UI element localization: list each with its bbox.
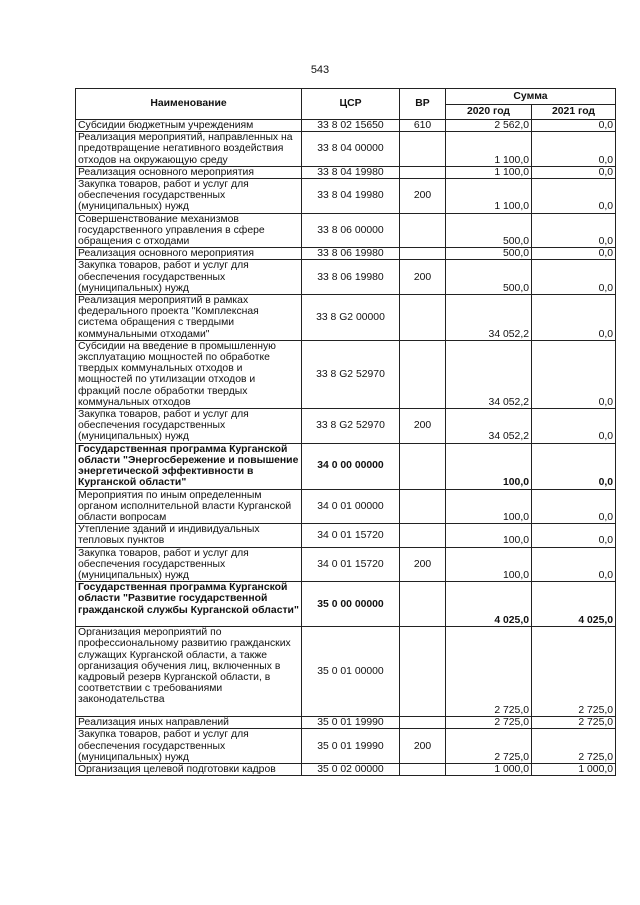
row-amount-2020-cell: 34 052,2 — [446, 409, 532, 444]
table-row — [76, 489, 616, 524]
row-csr-cell: 33 8 06 19980 — [302, 260, 400, 295]
header-vr: ВР — [400, 89, 446, 120]
row-csr-cell: 33 8 02 15650 — [302, 120, 400, 132]
row-amount-2020-cell: 1 100,0 — [446, 166, 532, 178]
row-amount-2020-cell: 34 052,2 — [446, 340, 532, 408]
row-csr-cell: 34 0 01 15720 — [302, 547, 400, 582]
row-amount-2020-cell: 2 725,0 — [446, 627, 532, 717]
row-vr-cell — [400, 213, 446, 248]
row-csr-cell: 35 0 01 19990 — [302, 717, 400, 729]
row-name-cell: Организация мероприятий по профессиональному развитию гражданских служащих Курганской области, а также организация обучения лиц, включенных в кадровый резерв Курганской области, в соответствии с требованиями законодательства — [76, 627, 302, 717]
row-csr-cell: 34 0 00 00000 — [302, 443, 400, 489]
row-name-cell: Закупка товаров, работ и услуг для обеспечения государственных (муниципальных) нужд — [76, 409, 302, 444]
row-amount-2020-cell: 2 562,0 — [446, 120, 532, 132]
row-csr-cell: 33 8 G2 52970 — [302, 409, 400, 444]
header-csr: ЦСР — [302, 89, 400, 120]
table-row — [76, 120, 616, 132]
row-vr-cell — [400, 489, 446, 524]
table-row — [76, 409, 616, 444]
row-amount-2021-cell: 0,0 — [532, 213, 616, 248]
row-name-cell: Совершенствование механизмов государственного управления в сфере обращения с отходами — [76, 213, 302, 248]
row-csr-cell: 33 8 G2 52970 — [302, 340, 400, 408]
row-vr-cell: 200 — [400, 179, 446, 214]
row-amount-2020-cell: 500,0 — [446, 213, 532, 248]
row-amount-2021-cell: 2 725,0 — [532, 627, 616, 717]
row-amount-2020-cell: 100,0 — [446, 443, 532, 489]
row-amount-2020-cell: 100,0 — [446, 547, 532, 582]
row-csr-cell: 35 0 00 00000 — [302, 582, 400, 627]
row-name-cell: Государственная программа Курганской области "Энергосбережение и повышение энергетической эффективности в Курганской области" — [76, 443, 302, 489]
row-amount-2020-cell: 500,0 — [446, 260, 532, 295]
row-name-cell: Закупка товаров, работ и услуг для обеспечения государственных (муниципальных) нужд — [76, 547, 302, 582]
row-amount-2021-cell: 0,0 — [532, 295, 616, 341]
row-name-cell: Реализация основного мероприятия — [76, 248, 302, 260]
table-row — [76, 582, 616, 627]
row-amount-2020-cell: 1 100,0 — [446, 179, 532, 214]
row-amount-2020-cell: 500,0 — [446, 248, 532, 260]
row-name-cell: Реализация основного мероприятия — [76, 166, 302, 178]
row-name-cell: Мероприятия по иным определенным органом исполнительной власти Курганской области вопросам — [76, 489, 302, 524]
row-amount-2021-cell: 0,0 — [532, 132, 616, 167]
row-amount-2020-cell: 100,0 — [446, 489, 532, 524]
row-vr-cell — [400, 295, 446, 341]
row-amount-2020-cell: 1 100,0 — [446, 132, 532, 167]
row-vr-cell — [400, 132, 446, 167]
row-csr-cell: 35 0 02 00000 — [302, 763, 400, 775]
row-csr-cell: 34 0 01 15720 — [302, 524, 400, 547]
budget-table — [75, 88, 616, 776]
row-name-cell: Субсидии бюджетным учреждениям — [76, 120, 302, 132]
row-vr-cell — [400, 443, 446, 489]
table-row — [76, 717, 616, 729]
row-vr-cell: 200 — [400, 547, 446, 582]
table-row — [76, 524, 616, 547]
header-name: Наименование — [76, 89, 302, 120]
row-amount-2021-cell: 0,0 — [532, 166, 616, 178]
row-amount-2021-cell: 1 000,0 — [532, 763, 616, 775]
row-amount-2021-cell: 0,0 — [532, 340, 616, 408]
row-csr-cell: 34 0 01 00000 — [302, 489, 400, 524]
row-vr-cell — [400, 248, 446, 260]
row-name-cell: Закупка товаров, работ и услуг для обеспечения государственных (муниципальных) нужд — [76, 179, 302, 214]
table-row — [76, 763, 616, 775]
row-vr-cell — [400, 717, 446, 729]
row-csr-cell: 33 8 04 00000 — [302, 132, 400, 167]
row-amount-2021-cell: 0,0 — [532, 443, 616, 489]
row-vr-cell — [400, 166, 446, 178]
row-vr-cell — [400, 627, 446, 717]
row-name-cell: Реализация мероприятий, направленных на предотвращение негативного воздействия отходов на окружающую среду — [76, 132, 302, 167]
row-amount-2021-cell: 0,0 — [532, 120, 616, 132]
row-csr-cell: 33 8 06 19980 — [302, 248, 400, 260]
row-amount-2021-cell: 0,0 — [532, 179, 616, 214]
row-name-cell: Реализация мероприятий в рамках федерального проекта "Комплексная система обращения с твердыми коммунальными отходами" — [76, 295, 302, 341]
row-name-cell: Организация целевой подготовки кадров — [76, 763, 302, 775]
row-name-cell: Государственная программа Курганской области "Развитие государственной гражданской службы Курганской области" — [76, 582, 302, 627]
row-amount-2021-cell: 2 725,0 — [532, 717, 616, 729]
table-row — [76, 132, 616, 167]
row-name-cell: Субсидии на введение в промышленную эксплуатацию мощностей по обработке твердых коммунальных отходов и мощностей по утилизации отходов и фракций после обработки твердых коммунальных отходов — [76, 340, 302, 408]
header-year-2020: 2020 год — [446, 104, 532, 120]
row-vr-cell — [400, 763, 446, 775]
table-row — [76, 213, 616, 248]
row-csr-cell: 33 8 04 19980 — [302, 166, 400, 178]
row-csr-cell: 33 8 06 00000 — [302, 213, 400, 248]
row-csr-cell: 35 0 01 19990 — [302, 729, 400, 764]
header-sum: Сумма — [446, 89, 616, 105]
row-vr-cell — [400, 340, 446, 408]
row-amount-2020-cell: 34 052,2 — [446, 295, 532, 341]
row-amount-2021-cell: 2 725,0 — [532, 729, 616, 764]
row-amount-2020-cell: 100,0 — [446, 524, 532, 547]
row-name-cell: Закупка товаров, работ и услуг для обеспечения государственных (муниципальных) нужд — [76, 260, 302, 295]
row-amount-2021-cell: 0,0 — [532, 260, 616, 295]
row-amount-2020-cell: 1 000,0 — [446, 763, 532, 775]
row-name-cell: Утепление зданий и индивидуальных тепловых пунктов — [76, 524, 302, 547]
row-vr-cell: 200 — [400, 409, 446, 444]
row-amount-2021-cell: 0,0 — [532, 547, 616, 582]
row-vr-cell: 200 — [400, 260, 446, 295]
table-row — [76, 248, 616, 260]
header-year-2021: 2021 год — [532, 104, 616, 120]
page-number: 543 — [310, 64, 330, 76]
table-row — [76, 547, 616, 582]
table-row — [76, 627, 616, 717]
row-amount-2021-cell: 0,0 — [532, 248, 616, 260]
row-vr-cell: 610 — [400, 120, 446, 132]
table-row — [76, 295, 616, 341]
row-amount-2020-cell: 2 725,0 — [446, 729, 532, 764]
table-row — [76, 729, 616, 764]
row-csr-cell: 33 8 04 19980 — [302, 179, 400, 214]
row-amount-2021-cell: 0,0 — [532, 409, 616, 444]
table-row — [76, 166, 616, 178]
row-amount-2021-cell: 4 025,0 — [532, 582, 616, 627]
table-row — [76, 443, 616, 489]
row-amount-2020-cell: 2 725,0 — [446, 717, 532, 729]
row-name-cell: Закупка товаров, работ и услуг для обеспечения государственных (муниципальных) нужд — [76, 729, 302, 764]
row-amount-2021-cell: 0,0 — [532, 524, 616, 547]
row-amount-2021-cell: 0,0 — [532, 489, 616, 524]
row-vr-cell — [400, 582, 446, 627]
row-vr-cell — [400, 524, 446, 547]
row-csr-cell: 35 0 01 00000 — [302, 627, 400, 717]
table-row — [76, 340, 616, 408]
row-amount-2020-cell: 4 025,0 — [446, 582, 532, 627]
row-vr-cell: 200 — [400, 729, 446, 764]
row-csr-cell: 33 8 G2 00000 — [302, 295, 400, 341]
table-row — [76, 179, 616, 214]
row-name-cell: Реализация иных направлений — [76, 717, 302, 729]
table-row — [76, 260, 616, 295]
